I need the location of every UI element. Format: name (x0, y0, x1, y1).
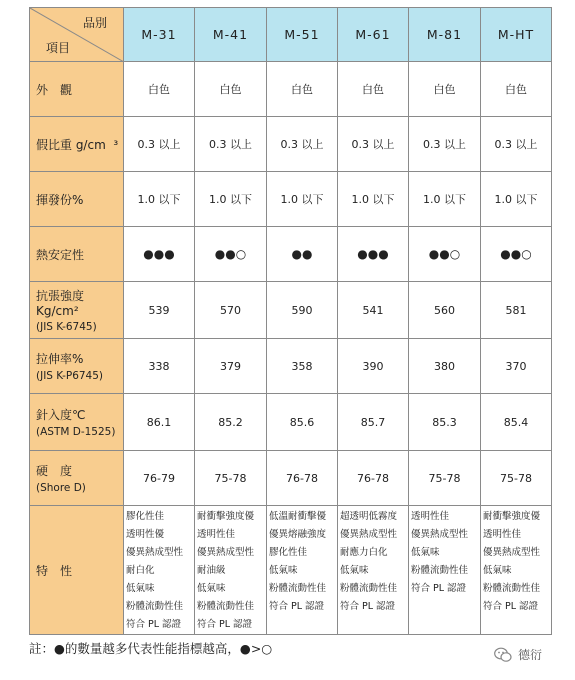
value-cell: 76-78 (267, 451, 338, 506)
spec-row (30, 117, 552, 172)
feature-item: 粉體流動性佳 (483, 583, 541, 594)
feature-item: 低氣味 (269, 565, 298, 576)
row-label-text: 針入度℃ (36, 408, 86, 422)
corner-bottom-label: 項目 (46, 41, 71, 55)
row-label (30, 339, 124, 394)
value-cell: 1.0 以下 (267, 172, 338, 227)
feature-item: 耐應力白化 (340, 547, 388, 558)
feature-item: 耐衝擊強度優 (197, 511, 255, 522)
spec-row (30, 451, 552, 506)
model-header: M-41 (195, 8, 267, 62)
model-header: M-61 (338, 8, 409, 62)
value-cell: 0.3 以上 (338, 117, 409, 172)
row-label-standard: (JIS K-6745) (36, 321, 97, 333)
spec-row (30, 172, 552, 227)
value-cell: 85.4 (481, 394, 552, 451)
value-cell: 85.6 (267, 394, 338, 451)
row-label-standard: (JIS K-P6745) (36, 370, 104, 382)
feature-item: 膠化性佳 (126, 511, 165, 522)
features-label: 特 性 (30, 506, 124, 635)
value-cell: 75-78 (481, 451, 552, 506)
value-cell: 0.3 以上 (195, 117, 267, 172)
row-label-text: 假比重 g/cm ³ (36, 137, 119, 152)
rating-dots: ●● (267, 227, 338, 282)
row-label-text: 拉伸率% (36, 352, 84, 366)
row-label (30, 227, 124, 282)
row-label (30, 62, 124, 117)
row-label-text: 外 觀 (36, 82, 73, 97)
value-cell: 380 (409, 339, 481, 394)
footnote: 註：●的數量越多代表性能指標越高，●>○ (29, 641, 273, 656)
value-cell: 白色 (481, 62, 552, 117)
watermark (494, 646, 542, 663)
spec-table (29, 7, 552, 635)
feature-cell (267, 506, 338, 635)
value-cell: 581 (481, 282, 552, 339)
spec-row (30, 227, 552, 282)
row-label-text: 熱安定性 (36, 247, 85, 262)
feature-item: 耐油級 (197, 565, 226, 576)
row-label-text: 揮發份% (36, 192, 84, 207)
feature-item: 符合 PL 認證 (411, 583, 467, 594)
feature-cell (195, 506, 267, 635)
feature-item: 超透明低霧度 (340, 511, 398, 522)
corner-top-label: 品別 (82, 16, 107, 30)
feature-item: 優異熔融強度 (269, 529, 327, 540)
value-cell: 1.0 以下 (481, 172, 552, 227)
feature-item: 低氣味 (197, 583, 226, 594)
rating-dots: ●●○ (481, 227, 552, 282)
feature-item: 優異熱成型性 (197, 547, 255, 558)
feature-item: 低氣味 (411, 547, 440, 558)
features-row (30, 506, 552, 635)
model-header: M-51 (267, 8, 338, 62)
feature-item: 優異熱成型性 (483, 547, 541, 558)
value-cell: 85.7 (338, 394, 409, 451)
value-cell: 338 (124, 339, 195, 394)
model-header: M-31 (124, 8, 195, 62)
value-cell: 390 (338, 339, 409, 394)
feature-item: 低氣味 (483, 565, 512, 576)
value-cell: 86.1 (124, 394, 195, 451)
feature-item: 符合 PL 認證 (269, 601, 325, 612)
feature-item: 低溫耐衝擊優 (269, 511, 327, 522)
feature-item: 符合 PL 認證 (340, 601, 396, 612)
row-label (30, 282, 124, 339)
feature-item: 符合 PL 認證 (483, 601, 539, 612)
header-row (30, 8, 552, 62)
diagonal-line-icon (30, 8, 124, 62)
value-cell: 1.0 以下 (409, 172, 481, 227)
value-cell: 白色 (124, 62, 195, 117)
row-label (30, 451, 124, 506)
row-label (30, 172, 124, 227)
spec-row (30, 282, 552, 339)
feature-cell (338, 506, 409, 635)
value-cell: 0.3 以上 (409, 117, 481, 172)
watermark-text: 德衍 (518, 648, 543, 662)
model-header: M-81 (409, 8, 481, 62)
feature-item: 耐衝擊強度優 (483, 511, 541, 522)
value-cell: 379 (195, 339, 267, 394)
feature-item: 粉體流動性佳 (197, 601, 255, 612)
value-cell: 75-78 (409, 451, 481, 506)
feature-item: 粉體流動性佳 (126, 601, 184, 612)
feature-cell (481, 506, 552, 635)
feature-item: 透明性佳 (411, 511, 450, 522)
row-label-standard: (ASTM D-1525) (36, 426, 116, 438)
feature-item: 粉體流動性佳 (269, 583, 327, 594)
value-cell: 75-78 (195, 451, 267, 506)
value-cell: 76-78 (338, 451, 409, 506)
row-label (30, 394, 124, 451)
row-label (30, 117, 124, 172)
value-cell: 1.0 以下 (338, 172, 409, 227)
value-cell: 570 (195, 282, 267, 339)
row-label-text: 硬 度 (36, 464, 73, 478)
value-cell: 541 (338, 282, 409, 339)
feature-item: 優異熱成型性 (411, 529, 469, 540)
value-cell: 539 (124, 282, 195, 339)
spec-row (30, 62, 552, 117)
value-cell: 85.2 (195, 394, 267, 451)
corner-header (30, 8, 124, 62)
value-cell: 0.3 以上 (481, 117, 552, 172)
feature-item: 粉體流動性佳 (340, 583, 398, 594)
feature-item: 透明性佳 (483, 529, 522, 540)
value-cell: 1.0 以下 (195, 172, 267, 227)
feature-item: 膠化性佳 (269, 547, 308, 558)
feature-item: 優異熱成型性 (126, 547, 184, 558)
spec-row (30, 394, 552, 451)
feature-item: 優異熱成型性 (340, 529, 398, 540)
rating-dots: ●●○ (195, 227, 267, 282)
feature-item: 符合 PL 認證 (197, 619, 253, 630)
feature-cell (409, 506, 481, 635)
value-cell: 0.3 以上 (124, 117, 195, 172)
feature-item: 低氣味 (340, 565, 369, 576)
value-cell: 白色 (409, 62, 481, 117)
value-cell: 白色 (338, 62, 409, 117)
model-header: M-HT (481, 8, 552, 62)
value-cell: 白色 (195, 62, 267, 117)
row-label-text: 抗張強度 Kg/cm² (36, 289, 85, 318)
value-cell: 85.3 (409, 394, 481, 451)
value-cell: 358 (267, 339, 338, 394)
data-rows (30, 62, 552, 506)
feature-item: 透明性佳 (197, 529, 236, 540)
value-cell: 0.3 以上 (267, 117, 338, 172)
feature-item: 粉體流動性佳 (411, 565, 469, 576)
spec-row (30, 339, 552, 394)
value-cell: 76-79 (124, 451, 195, 506)
wechat-icon (494, 647, 512, 663)
feature-cell (124, 506, 195, 635)
feature-item: 低氣味 (126, 583, 155, 594)
value-cell: 1.0 以下 (124, 172, 195, 227)
rating-dots: ●●● (124, 227, 195, 282)
row-label-standard: (Shore D) (36, 482, 86, 494)
feature-item: 透明性優 (126, 529, 165, 540)
value-cell: 370 (481, 339, 552, 394)
value-cell: 560 (409, 282, 481, 339)
feature-item: 符合 PL 認證 (126, 619, 182, 630)
feature-item: 耐白化 (126, 565, 155, 576)
value-cell: 590 (267, 282, 338, 339)
rating-dots: ●●● (338, 227, 409, 282)
value-cell: 白色 (267, 62, 338, 117)
rating-dots: ●●○ (409, 227, 481, 282)
